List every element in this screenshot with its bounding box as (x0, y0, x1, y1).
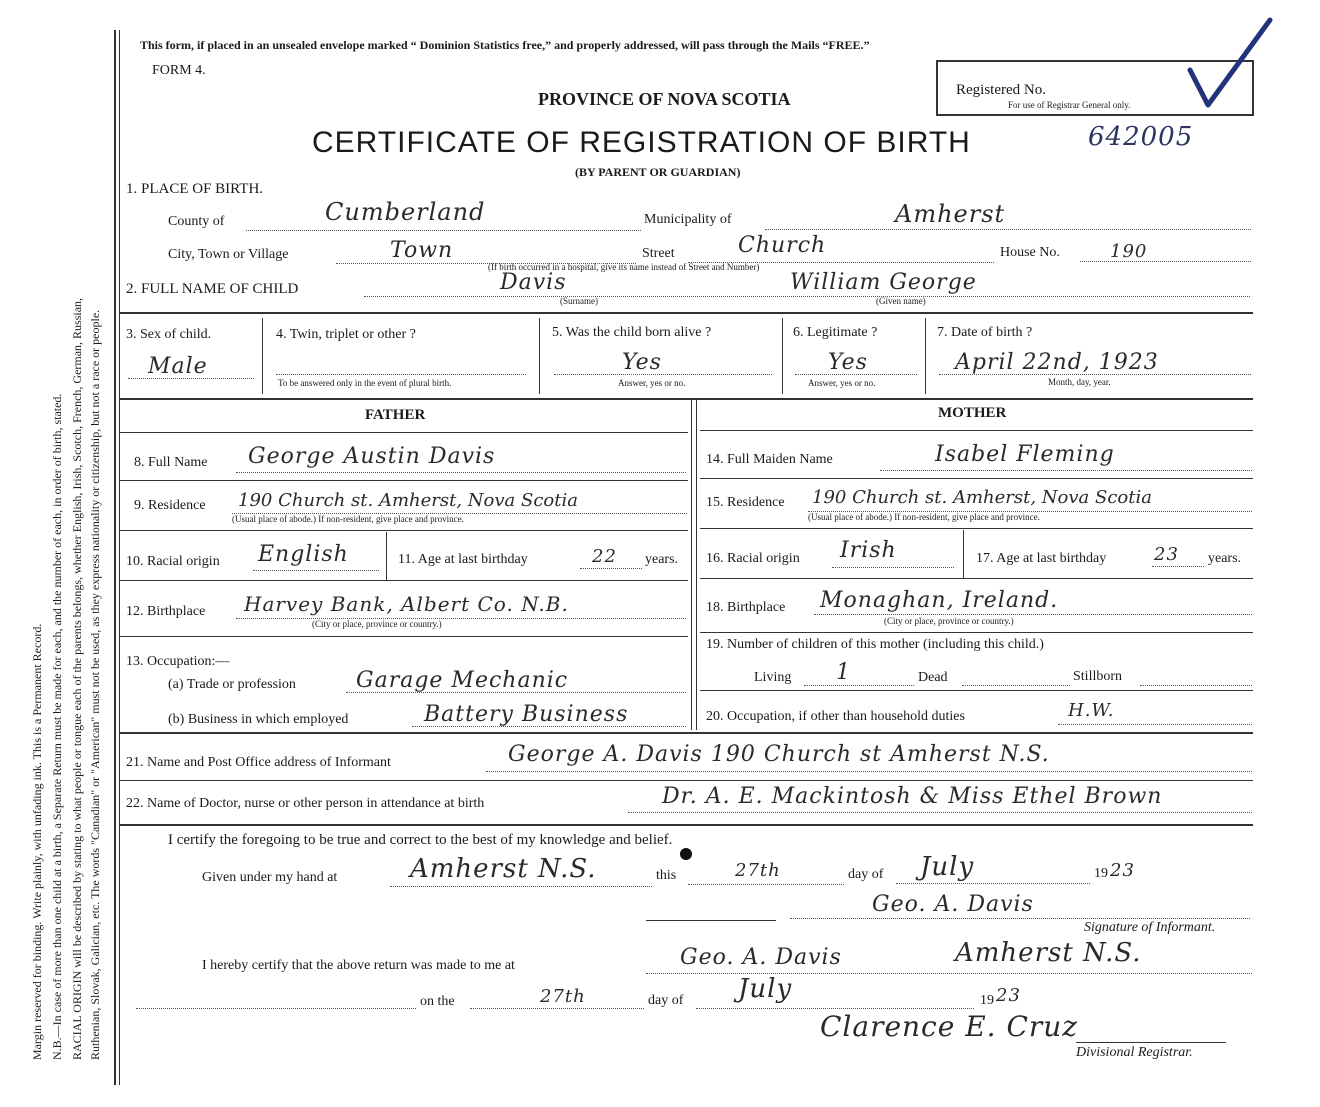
municipality-label: Municipality of (644, 212, 732, 227)
mother-occupation-value: H.W. (1068, 700, 1115, 721)
given-month: July (920, 852, 975, 882)
certificate-number: 642005 (1088, 122, 1194, 152)
form-number: FORM 4. (152, 63, 206, 78)
business-value: Battery Business (424, 702, 629, 727)
house-label: House No. (1000, 245, 1060, 260)
given-label: Given under my hand at (202, 870, 338, 885)
informant-signature: Geo. A. Davis (872, 892, 1034, 917)
legitimate-label: 6. Legitimate ? (793, 325, 878, 340)
certificate-subtitle: (BY PARENT OR GUARDIAN) (575, 165, 741, 179)
return-who: Geo. A. Davis (680, 945, 842, 970)
registered-label: Registered No. (956, 82, 1046, 98)
mother-birthplace-note: (City or place, province or country.) (884, 616, 1014, 626)
this-label: this (656, 868, 677, 883)
child-given-name: William George (790, 270, 977, 295)
dob-label: 7. Date of birth ? (937, 325, 1033, 340)
given-day: 27th (735, 860, 781, 881)
mother-years: years. (1208, 551, 1242, 566)
mother-occupation-label: 20. Occupation, if other than household duties (706, 709, 965, 724)
mother-name-label: 14. Full Maiden Name (706, 452, 833, 467)
father-birthplace-label: 12. Birthplace (126, 604, 206, 619)
legitimate-note: Answer, yes or no. (808, 378, 876, 388)
street-label: Street (642, 246, 675, 261)
mother-age-value: 23 (1154, 544, 1179, 565)
certificate-title: CERTIFICATE OF REGISTRATION OF BIRTH (312, 126, 971, 159)
child-surname: Davis (500, 270, 567, 295)
municipality-value: Amherst (895, 200, 1006, 228)
informant-value: George A. Davis 190 Church st Amherst N.S. (508, 742, 1050, 767)
father-name-value: George Austin Davis (248, 444, 496, 469)
dob-value: April 22nd, 1923 (955, 350, 1159, 375)
city-value: Town (390, 238, 454, 263)
mother-race-label: 16. Racial origin (706, 551, 800, 566)
return-day: 27th (540, 986, 586, 1007)
place-of-birth-heading: 1. PLACE OF BIRTH. (126, 181, 264, 197)
mother-residence-value: 190 Church st. Amherst, Nova Scotia (812, 487, 1152, 508)
registrar-signature: Clarence E. Cruz (820, 1010, 1079, 1043)
mother-age-label: 17. Age at last birthday (976, 551, 1107, 566)
city-label: City, Town or Village (168, 247, 289, 262)
living-label: Living (754, 670, 792, 685)
certify-statement: I certify the foregoing to be true and correct to the best of my knowledge and belief. (168, 832, 673, 848)
dob-note: Month, day, year. (1048, 377, 1111, 387)
doctor-value: Dr. A. E. Mackintosh & Miss Ethel Brown (662, 784, 1163, 809)
return-month: July (738, 974, 793, 1004)
father-age-value: 22 (592, 546, 617, 567)
informant-label: 21. Name and Post Office address of Informant (126, 755, 391, 770)
given-place: Amherst N.S. (410, 854, 597, 884)
twin-label: 4. Twin, triplet or other ? (276, 327, 416, 342)
checkmark-icon (1170, 10, 1280, 120)
return-year: 23 (996, 985, 1021, 1006)
twin-note: To be answered only in the event of plural birth. (278, 378, 452, 388)
return-label: I hereby certify that the above return was made to me at (202, 958, 515, 973)
margin-note-3: RACIAL ORIGIN will be described by stating to what people or tongue each of the parents belongs, whether English, Irish, Scotch, French, German, Russian, (70, 297, 84, 1060)
child-name-label: 2. FULL NAME OF CHILD (126, 281, 299, 297)
mother-residence-note: (Usual place of abode.) If non-resident, give place and province. (808, 512, 1040, 522)
father-residence-note: (Usual place of abode.) If non-resident, give place and province. (232, 514, 464, 524)
signature-label: Signature of Informant. (1084, 920, 1216, 935)
alive-label: 5. Was the child born alive ? (552, 325, 712, 340)
father-race-value: English (258, 542, 349, 567)
registrar-label: Divisional Registrar. (1076, 1045, 1193, 1060)
margin-note-4: Ruthenian, Slovak, Galician, etc. The words "Canadian" or "American" must not be used, as they express nationality or citizenship, but not a race or people. (88, 309, 102, 1060)
father-birthplace-value: Harvey Bank, Albert Co. N.B. (244, 592, 569, 616)
county-label: County of (168, 214, 225, 229)
father-residence-label: 9. Residence (134, 498, 206, 513)
given-name-label: (Given name) (876, 296, 926, 306)
mother-birthplace-label: 18. Birthplace (706, 600, 786, 615)
binding-line (114, 30, 116, 1085)
ink-dot (680, 848, 692, 860)
legitimate-value: Yes (828, 350, 868, 375)
province-title: PROVINCE OF NOVA SCOTIA (538, 89, 791, 109)
surname-label: (Surname) (560, 296, 598, 306)
mail-notice: This form, if placed in an unsealed envelope marked “ Dominion Statistics free,” and properly addressed, will pass through the Mails “FREE.” (140, 38, 870, 52)
day-of-label: day of (848, 867, 884, 882)
return-place: Amherst N.S. (955, 938, 1142, 968)
sex-value: Male (148, 354, 208, 379)
father-years: years. (645, 552, 679, 567)
margin-note-2: N.B.—In case of more than one child at a birth, a Separate Return must be made for each, and the number of each, in order of birth, stated. (50, 393, 64, 1060)
father-birthplace-note: (City or place, province or country.) (312, 619, 442, 629)
mother-birthplace-value: Monaghan, Ireland. (820, 588, 1059, 613)
given-year-prefix: 19 (1094, 866, 1108, 881)
mother-residence-label: 15. Residence (706, 495, 785, 510)
dead-label: Dead (918, 670, 948, 685)
on-the-label: on the (420, 994, 455, 1009)
alive-value: Yes (622, 350, 662, 375)
father-heading: FATHER (365, 407, 426, 423)
occupation-label: 13. Occupation:— (126, 654, 230, 669)
given-year: 23 (1110, 860, 1135, 881)
binding-line-inner (119, 30, 120, 1085)
margin-note-1: Margin reserved for binding. Write plainly, with unfading ink. This is a Permanent Record. (30, 623, 44, 1060)
doctor-label: 22. Name of Doctor, nurse or other person in attendance at birth (126, 796, 485, 811)
father-race-label: 10. Racial origin (126, 554, 220, 569)
business-label: (b) Business in which employed (168, 712, 349, 727)
hospital-note: (If birth occurred in a hospital, give its name instead of Street and Number) (488, 262, 760, 272)
registered-sub: For use of Registrar General only. (1008, 100, 1131, 110)
mother-heading: MOTHER (938, 405, 1007, 421)
county-value: Cumberland (325, 198, 486, 226)
living-value: 1 (836, 660, 851, 685)
sex-label: 3. Sex of child. (126, 327, 212, 342)
stillborn-label: Stillborn (1073, 669, 1123, 684)
trade-label: (a) Trade or profession (168, 677, 296, 692)
mother-race-value: Irish (840, 538, 897, 563)
alive-note: Answer, yes or no. (618, 378, 686, 388)
children-label: 19. Number of children of this mother (including this child.) (706, 637, 1044, 652)
father-name-label: 8. Full Name (134, 455, 208, 470)
return-day-of-label: day of (648, 993, 684, 1008)
father-age-label: 11. Age at last birthday (398, 552, 528, 567)
house-value: 190 (1110, 241, 1148, 262)
trade-value: Garage Mechanic (356, 668, 569, 693)
return-year-prefix: 19 (980, 993, 994, 1008)
mother-name-value: Isabel Fleming (935, 442, 1115, 467)
street-value: Church (738, 233, 827, 258)
father-residence-value: 190 Church st. Amherst, Nova Scotia (238, 490, 578, 511)
